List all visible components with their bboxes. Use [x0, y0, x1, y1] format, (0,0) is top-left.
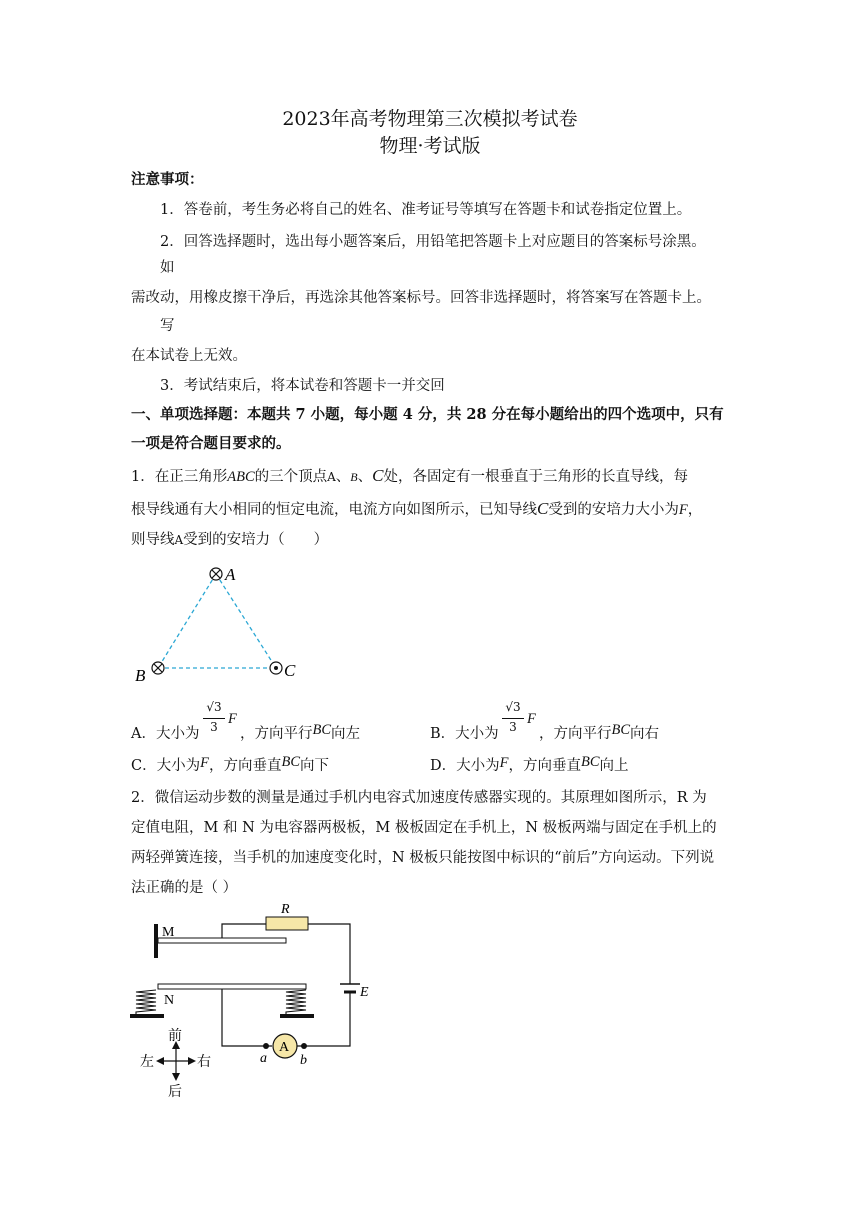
notice-item-3: 3．考试结束后，将本试卷和答题卡一并交回	[160, 378, 445, 394]
q1-line-3	[131, 530, 328, 550]
q1-text: 1．在正三角形	[131, 469, 228, 485]
q1-option-a-suffix: 向左	[331, 726, 361, 742]
label-n: N	[164, 993, 175, 1008]
exam-subtitle: 物理·考试版	[379, 135, 481, 157]
q1-option-d-bc: BC	[581, 754, 600, 770]
q1-text: 处，各固定有一根垂直于三角形的长直导线，每	[383, 469, 688, 485]
q1-option-d-suffix: 向上	[599, 758, 629, 774]
q1-text: 则导线	[131, 532, 175, 548]
q1-text: 受到的安培力（ ）	[183, 532, 329, 548]
q1-option-b-fraction-bar	[502, 718, 524, 719]
notice-item-2-line-1: 2．回答选择题时，选出每小题答案后，用铅笔把答题卡上对应题目的答案标号涂黑。	[160, 234, 706, 250]
q1-option-a-prefix: A．大小为	[131, 726, 200, 742]
label-ammeter: A	[279, 1040, 290, 1055]
wire-a-into-page-icon	[210, 568, 222, 580]
q1-option-b-bc: BC	[611, 722, 631, 738]
q1-wire-a: A	[174, 533, 184, 547]
label-e: E	[360, 985, 369, 1000]
plate-n	[158, 984, 306, 989]
q1-option-d-f: F	[499, 755, 509, 771]
exam-title: 2023年高考物理第三次模拟考试卷	[282, 108, 578, 130]
q1-option-a-direction: ，方向平行	[240, 726, 313, 742]
q1-option-b-denominator: 3	[509, 720, 517, 734]
q1-vertex-b: B	[350, 470, 358, 484]
section-1-heading-line-1: 一、单项选择题：本题共 7 小题，每小题 4 分，共 28 分在每小题给出的四个选项中，只有	[131, 406, 724, 423]
notice-item-1: 1．答卷前，考生务必将自己的姓名、准考证号等填写在答题卡和试卷指定位置上。	[160, 202, 692, 218]
section-1-heading-line-2: 一项是符合题目要求的。	[131, 435, 291, 452]
q1-figure-label-b: B	[135, 666, 146, 685]
q1-triangle-figure	[128, 560, 308, 690]
q2-circuit-figure	[126, 900, 386, 1105]
q1-option-a-f: F	[228, 711, 237, 727]
q1-option-b-numerator: √3	[505, 700, 521, 714]
q1-option-b-direction: ，方向平行	[539, 726, 612, 742]
label-r: R	[281, 902, 290, 917]
label-right: 右	[197, 1055, 211, 1070]
q1-option-a-bc: BC	[312, 722, 332, 738]
q1-line-2	[131, 499, 702, 520]
wire-c-out-of-page-icon	[270, 662, 282, 674]
notice-item-2-line-3: 在本试卷上无效。	[131, 348, 247, 364]
right-spring-icon	[280, 990, 314, 1018]
q1-separator: 、	[335, 469, 351, 485]
label-left: 左	[140, 1055, 154, 1070]
q1-wire-c: C	[537, 499, 549, 518]
q1-option-b-suffix: 向右	[630, 726, 660, 742]
notice-heading: 注意事项：	[131, 171, 204, 188]
q1-option-c	[131, 756, 329, 776]
q2-line-1: 2．微信运动步数的测量是通过手机内电容式加速度传感器实现的。其原理如图所示，R 为	[131, 790, 707, 806]
label-b-terminal: b	[300, 1053, 307, 1068]
q1-option-d-direction: ，方向垂直	[508, 758, 581, 774]
q2-line-3: 两轻弹簧连接，当手机的加速度变化时，N 极板只能按图中标识的“前后”方向运动。下列说	[131, 850, 715, 866]
q1-option-b-f: F	[527, 711, 536, 727]
q2-line-2: 定值电阻，M 和 N 为电容器两极板，M 极板固定在手机上，N 极板两端与固定在手机上的	[131, 820, 717, 836]
plate-m	[158, 938, 286, 943]
left-spring-icon	[130, 990, 164, 1018]
q1-option-d-prefix: D．大小为	[430, 758, 500, 774]
label-a-terminal: a	[260, 1051, 267, 1066]
q1-separator: 、	[357, 469, 373, 485]
label-front: 前	[168, 1029, 182, 1044]
notice-item-2-line-2: 需改动，用橡皮擦干净后，再选涂其他答案标号。回答非选择题时，将答案写在答题卡上。	[131, 290, 711, 306]
q1-text: ，	[687, 502, 703, 518]
q1-option-d	[430, 756, 629, 776]
q1-force-f: F	[678, 502, 688, 518]
q1-option-b-text	[539, 724, 659, 744]
notice-item-2-fragment-1: 如	[160, 260, 175, 276]
q1-option-a-denominator: 3	[210, 720, 218, 734]
label-back: 后	[168, 1085, 182, 1100]
plate-m-support	[154, 924, 158, 958]
q2-line-4: 法正确的是（ ）	[131, 880, 238, 896]
q1-line-1	[131, 466, 688, 487]
q1-triangle-label: ABC	[227, 469, 255, 485]
q1-figure-label-a: A	[225, 565, 236, 584]
direction-arrows-icon	[156, 1041, 196, 1081]
q1-option-a-text	[240, 724, 360, 744]
label-m: M	[162, 925, 175, 940]
q1-option-c-f: F	[200, 755, 209, 771]
q1-vertex-c: C	[372, 466, 384, 485]
q1-vertex-a: A	[327, 470, 336, 484]
q1-option-a-numerator: √3	[206, 700, 222, 714]
q1-option-c-bc: BC	[281, 754, 300, 770]
wire-b-into-page-icon	[152, 662, 164, 674]
notice-item-2-fragment-2: 写	[160, 318, 175, 334]
q1-figure-label-c: C	[284, 661, 296, 680]
q1-text: 根导线通有大小相同的恒定电流，电流方向如图所示，已知导线	[131, 502, 537, 518]
q1-text: 受到的安培力大小为	[548, 502, 679, 518]
q1-option-a-fraction-bar	[203, 718, 225, 719]
q1-option-c-direction: ，方向垂直	[208, 758, 282, 774]
q1-option-c-prefix: C．大小为	[131, 758, 201, 774]
q1-text: 的三个顶点	[254, 469, 328, 485]
q1-option-b-prefix: B．大小为	[430, 726, 499, 742]
q1-option-c-suffix: 向下	[300, 758, 329, 774]
resistor-r	[266, 917, 308, 930]
